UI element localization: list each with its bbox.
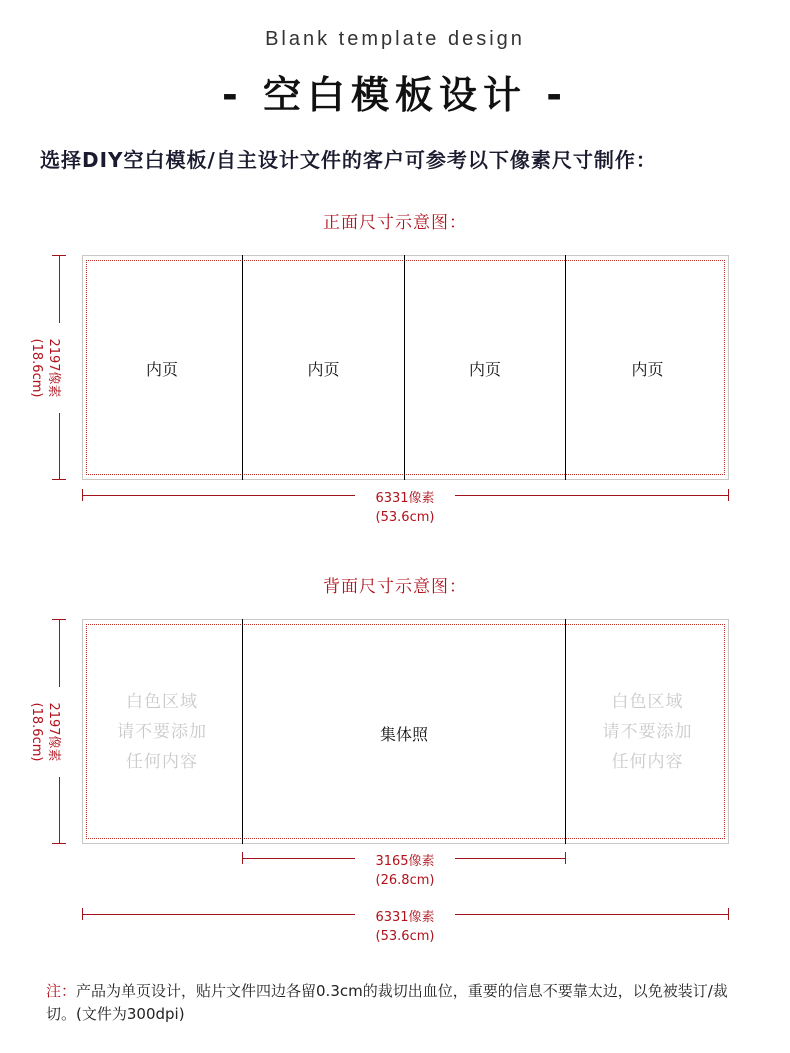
front-width-cm: (53.6cm) xyxy=(355,510,455,525)
page-title: - 空白模板设计 - xyxy=(221,73,568,117)
back-left-blank-note: 白色区域 请不要添加 任何内容 xyxy=(117,692,207,772)
back-width-px: 6331像素 xyxy=(355,906,455,925)
front-heading: 正面尺寸示意图： xyxy=(323,213,467,233)
back-width-cm: (53.6cm) xyxy=(355,929,455,944)
back-center-label: 集体照 xyxy=(379,725,428,744)
front-panel-2-label: 内页 xyxy=(307,360,340,379)
back-heading: 背面尺寸示意图： xyxy=(323,577,467,597)
back-center-width-cm: (26.8cm) xyxy=(355,873,455,888)
footnote-mark: 注： xyxy=(46,982,77,1000)
front-width-px: 6331像素 xyxy=(355,487,455,506)
subtitle: 选择DIY空白模板/自主设计文件的客户可参考以下像素尺寸制作： xyxy=(40,148,657,172)
back-height-label: 2197像素 (18.6cm) xyxy=(26,687,62,777)
back-right-blank-note: 白色区域 请不要添加 任何内容 xyxy=(602,692,693,772)
footnote-text: 产品为单页设计，贴片文件四边各留0.3cm的裁切出血位，重要的信息不要靠太边，以免被装订/裁切。(文件为300dpi) xyxy=(46,982,728,1023)
front-panel-3-label: 内页 xyxy=(468,360,501,379)
footnote xyxy=(46,980,756,1026)
front-height-label: 2197像素 (18.6cm) xyxy=(26,323,62,413)
front-panel-1-label: 内页 xyxy=(145,360,178,379)
back-center-width-px: 3165像素 xyxy=(355,850,455,869)
english-title: Blank template design xyxy=(265,28,525,50)
front-panel-4-label: 内页 xyxy=(631,360,664,379)
